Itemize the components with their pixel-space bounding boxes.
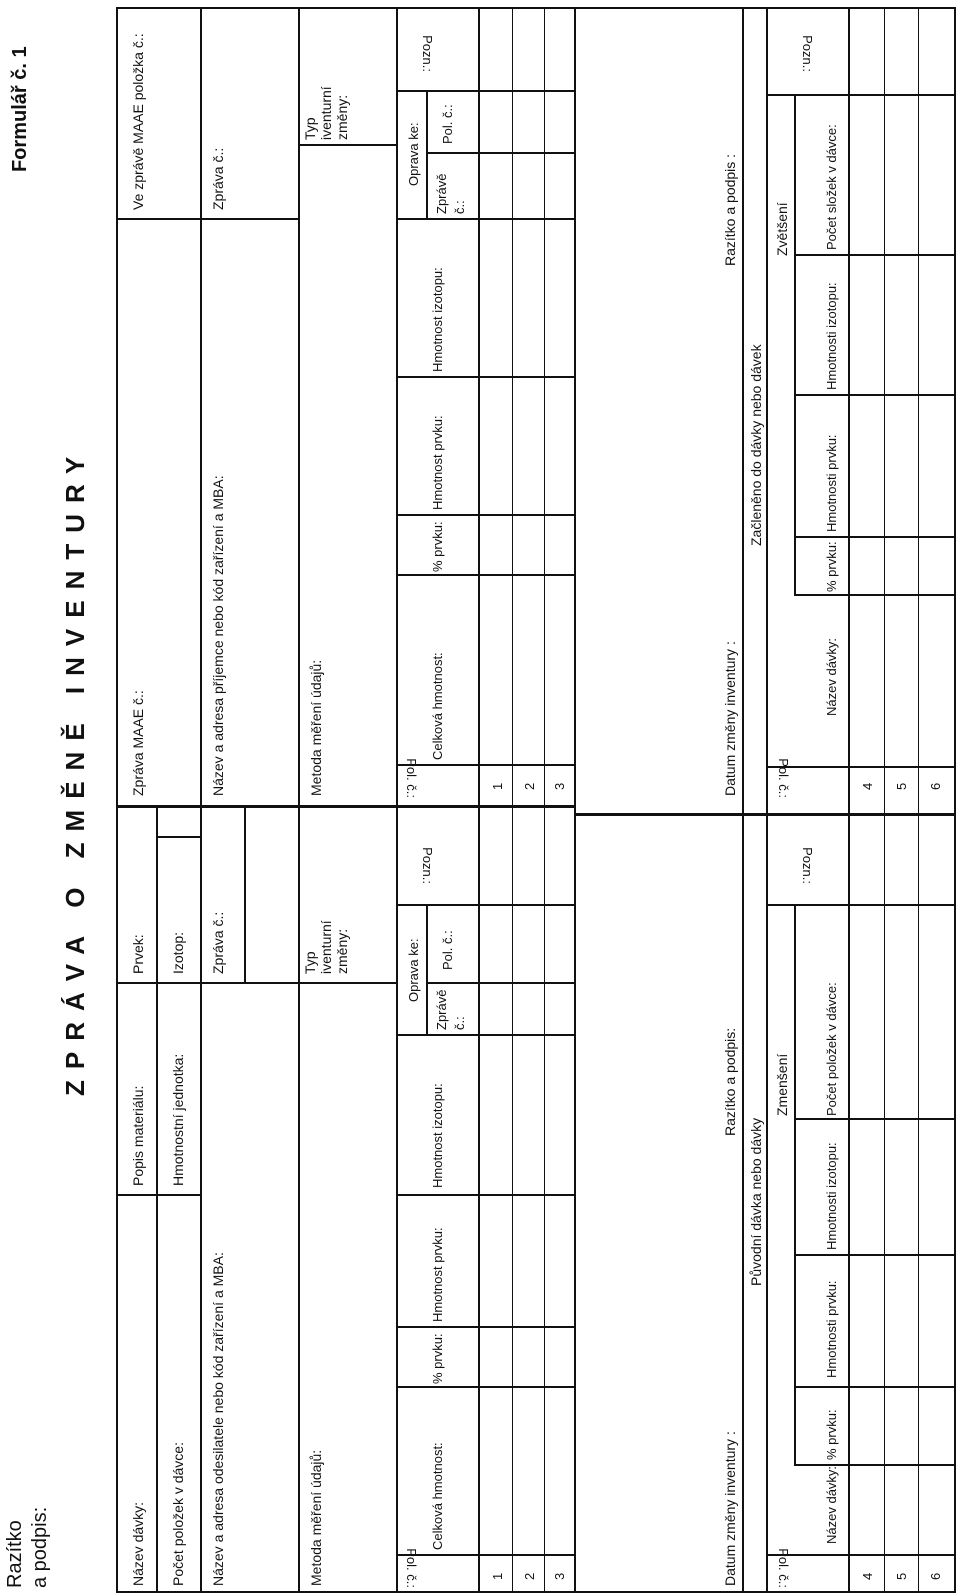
row-no-1: 1	[490, 1572, 505, 1580]
isotope-mass-header: Hmotnost izotopu:	[430, 1083, 445, 1188]
row-no-right-1: 1	[490, 782, 505, 790]
correction-header: Oprava ke:	[406, 938, 421, 1002]
page-title: ZPRÁVA O ZMĚNĚ INVENTURY	[60, 445, 90, 1096]
batch-name-header-right-2: Název dávky:	[824, 637, 839, 716]
stamp-sign-label: Razítko a podpis:	[722, 1027, 738, 1136]
note-header-right: Pozn.:	[420, 35, 435, 72]
report-line2: č.:	[452, 1016, 467, 1030]
report-line1-right: Zprávě	[434, 173, 449, 214]
element-mass-header-right-2: Hmotnosti prvku:	[824, 434, 839, 532]
report-line2-right: č.:	[452, 200, 467, 214]
isotope-mass-header-right: Hmotnost izotopu:	[430, 267, 445, 372]
items-in-batch-header: Počet položek v dávce:	[824, 982, 839, 1116]
note-header-right-2: Pozn.:	[800, 35, 815, 72]
pct-element-header: % prvku:	[430, 1333, 445, 1384]
row-no-2: 2	[522, 1572, 537, 1580]
iaea-item-label: Ve zprávě MAAE položka č.:	[130, 33, 146, 210]
sender-label: Název a adresa odesilatele nebo kód zařízení a MBA:	[210, 1252, 226, 1586]
isotope-mass-header-right-2: Hmotnosti izotopu:	[824, 282, 839, 390]
batch-name-header-2: Název dávky:	[824, 1465, 839, 1544]
pol-no-header: Pol. č.:	[440, 930, 455, 970]
row-no-5: 5	[894, 1572, 909, 1580]
element-label: Prvek:	[130, 934, 146, 974]
decrease-label: Zmenšení	[774, 1053, 790, 1116]
row-no-right-3: 3	[552, 782, 567, 790]
row-no-right-6: 6	[928, 782, 943, 790]
correction-header-right: Oprava ke:	[406, 122, 421, 186]
note-header: Pozn.:	[420, 847, 435, 884]
total-mass-header-right: Celková hmotnost:	[430, 652, 445, 760]
type-label-right-1: Typ	[302, 117, 318, 140]
row-no-right-4: 4	[860, 782, 875, 790]
increase-label: Zvětšení	[774, 202, 790, 256]
items-in-batch-header-right: Počet složek v dávce:	[824, 124, 839, 250]
stamp-label-line1: Razítko	[4, 1520, 26, 1588]
element-mass-header-2: Hmotnosti prvku:	[824, 1280, 839, 1378]
material-desc-label: Popis materiálu:	[130, 1085, 146, 1186]
stamp-label-line2: a podpis:	[29, 1506, 51, 1588]
row-no-right-2: 2	[522, 782, 537, 790]
included-label: Začleněno do dávky nebo dávek	[748, 344, 764, 546]
type-label-1: Typ	[302, 951, 318, 974]
element-mass-header: Hmotnost prvku:	[430, 1227, 445, 1322]
report-line1: Zprávě	[434, 989, 449, 1030]
element-mass-header-right: Hmotnost prvku:	[430, 415, 445, 510]
stamp-sign-label-right: Razítko a podpis :	[722, 153, 738, 266]
row-no-right-5: 5	[894, 782, 909, 790]
method-label: Metoda měření údajů:	[308, 1449, 324, 1586]
item-no-header: Pol. č.:	[404, 1548, 419, 1588]
isotope-mass-header-2: Hmotnosti izotopu:	[824, 1142, 839, 1250]
report-no-label: Zpráva č.:	[210, 911, 226, 974]
pct-header-right-2: % prvku:	[824, 541, 839, 592]
iaea-report-label: Zpráva MAAE č.:	[130, 690, 146, 796]
batch-name-label: Název dávky:	[130, 1501, 146, 1586]
row-no-4: 4	[860, 1572, 875, 1580]
type-label-2: iventurní	[318, 920, 334, 974]
isotope-label: Izotop:	[170, 931, 186, 974]
orig-batch-label: Původní dávka nebo dávky	[748, 1117, 764, 1286]
pct-header-2: % prvku:	[824, 1409, 839, 1460]
row-no-3: 3	[552, 1572, 567, 1580]
total-mass-header: Celková hmotnost:	[430, 1442, 445, 1550]
form-number: Formulář č. 1	[9, 46, 31, 172]
type-label-3: změny:	[334, 928, 350, 974]
method-label-right: Metoda měření údajů:	[308, 659, 324, 796]
item-count-label: Počet položek v dávce:	[170, 1442, 186, 1586]
item-no-header-2: Pol. č.:	[776, 1548, 791, 1588]
type-label-right-2: iventurní	[318, 86, 334, 140]
report-no-label-right: Zpráva č.:	[210, 147, 226, 210]
item-no-header-right: Pol. č.:	[404, 758, 419, 798]
row-no-6: 6	[928, 1572, 943, 1580]
item-no-header-right-2: Pol. č.:	[776, 758, 791, 798]
note-header-2: Pozn.:	[800, 847, 815, 884]
recipient-label: Název a adresa příjemce nebo kód zařízení a MBA:	[210, 475, 226, 796]
change-date-label: Datum změny inventury :	[722, 1431, 738, 1586]
pct-element-header-right: % prvku:	[430, 521, 445, 572]
mass-unit-label: Hmotnostní jednotka:	[170, 1053, 186, 1186]
pol-no-header-right: Pol. č.:	[440, 104, 455, 144]
change-date-label-right: Datum změny inventury :	[722, 641, 738, 796]
type-label-right-3: změny:	[334, 94, 350, 140]
